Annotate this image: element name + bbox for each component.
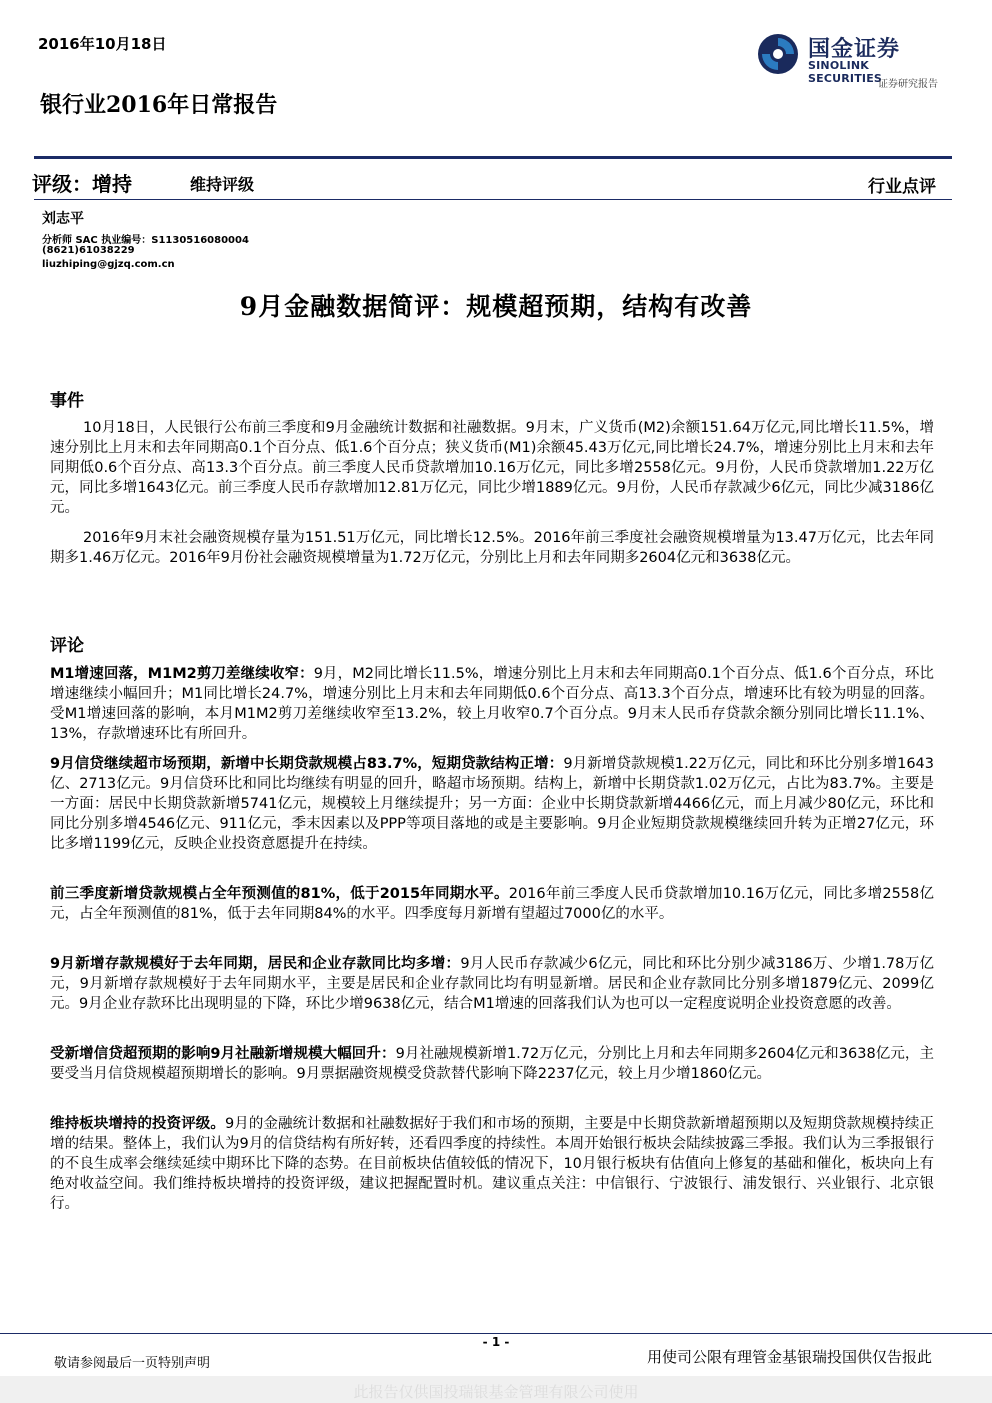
- logo-en-name: SINOLINK SECURITIES: [808, 59, 883, 85]
- page-number: - 1 -: [482, 1335, 510, 1349]
- comment-paragraph-4: [50, 954, 934, 1014]
- footer-usage-note: 用使司公限有理管金基银瑞投国供仅告报此: [646, 1348, 932, 1366]
- comment-lead: 维持板块增持的投资评级。: [50, 1116, 225, 1132]
- author-sac-id: 分析师 SAC 执业编号：S1130516080004: [42, 235, 249, 246]
- footer-watermark: 此报告仅供国投瑞银基金管理有限公司使用: [353, 1383, 639, 1401]
- rating-divider: [34, 199, 952, 200]
- comment-lead: 9月新增存款规模好于去年同期，居民和企业存款同比均多增：: [50, 956, 461, 972]
- logo-cn-name: 国金证券: [808, 37, 901, 62]
- comment-lead: 受新增信贷超预期的影响9月社融新增规模大幅回升：: [50, 1046, 396, 1062]
- comment-text: 9月新增贷款规模1.22万亿元，同比和环比分别多增1643亿、2713亿元。9月信贷环比和同比均继续有明显的回升，略超市场预期。结构上，新增中长期贷款1.02万亿元，占比为83.7%。主要是一方面：居民中长期贷款新增5741亿元，规模较上月继续提升；另一方面：企业中长期贷款新增4466亿元，而上月减少80亿元，环比和同比分别多增4546亿元、911亿元，季末因素以及PPP等项目落地的或是主要影响。9月企业短期贷款规模继续回升转为正增27亿元，环比多增1199亿元，反映企业投资意愿提升在持续。: [50, 756, 934, 852]
- headline: 9月金融数据简评：规模超预期，结构有改善: [239, 292, 753, 321]
- rating: 评级：增持: [32, 172, 132, 196]
- comment-text: 9月的金融统计数据和社融数据好于我们和市场的预期，主要是中长期贷款新增超预期以及短期贷款规模持续正增的结果。整体上，我们认为9月的信贷结构有所好转，还看四季度的持续性。本周开始银行板块会陆续披露三季报。我们认为三季报银行的不良生成率会继续延续中期环比下降的态势。在目前板块估值较低的情况下，10月银行板块有估值向上修复的基础和催化，板块向上有绝对收益空间。我们维持板块增持的投资评级，建议把握配置时机。建议重点关注：中信银行、宁波银行、浦发银行、兴业银行、北京银行。: [50, 1116, 934, 1212]
- comment-paragraph-5: [50, 1044, 934, 1084]
- report-series-title: 银行业2016年日常报告: [40, 92, 278, 118]
- comment-paragraph-1: [50, 664, 934, 744]
- event-paragraph-1: 10月18日，人民银行公布前三季度和9月金融统计数据和社融数据。9月末，广义货币(M2)余额151.64万亿元,同比增长11.5%，增速分别比上月末和去年同期高0.1个百分点、低1.6个百分点；狭义货币(M1)余额45.43万亿元,同比增长24.7%，增速分别比上月末和去年同期低0.6个百分点、高13.3个百分点。前三季度人民币贷款增加10.16万亿元，同比多增2558亿元。9月份，人民币贷款增加1.22万亿元，同比多增1643亿元。前三季度人民币存款增加12.81万亿元，同比少增1889亿元。9月份，人民币存款减少6亿元，同比少减3186亿元。: [50, 420, 934, 516]
- section-heading-comment: 评论: [50, 636, 84, 656]
- report-type: 行业点评: [868, 177, 936, 197]
- sinolink-logo-icon: [756, 32, 800, 76]
- comment-lead: 前三季度新增贷款规模占全年预测值的81%，低于2015年同期水平。: [50, 886, 509, 902]
- comment-text: 9月社融规模新增1.72万亿元，分别比上月和去年同期多2604亿元和3638亿元，主要受当月信贷规模超预期增长的影响。9月票据融资规模受贷款替代影响下降2237亿元，较上月少增1860亿元。: [50, 1046, 934, 1082]
- header-divider: [34, 156, 952, 159]
- footer-divider: [0, 1333, 992, 1334]
- author-email: liuzhiping@gjzq.com.cn: [42, 259, 175, 270]
- comment-paragraph-2: [50, 754, 934, 854]
- author-phone: (8621)61038229: [42, 245, 135, 256]
- footer-disclaimer: 敬请参阅最后一页特别声明: [54, 1356, 211, 1371]
- author-name: 刘志平: [42, 211, 84, 227]
- section-heading-event: 事件: [50, 391, 84, 411]
- logo-subtitle: 证券研究报告: [878, 79, 938, 90]
- comment-paragraph-6: [50, 1114, 934, 1214]
- event-paragraph-2: 2016年9月末社会融资规模存量为151.51万亿元，同比增长12.5%。2016年前三季度社会融资规模增量为13.47万亿元，比去年同期多1.46万亿元。2016年9月份社会融资规模增量为1.72万亿元，分别比上月和去年同期多2604亿元和3638亿元。: [50, 530, 934, 566]
- rating-action: 维持评级: [190, 175, 255, 194]
- company-logo: [756, 30, 946, 90]
- comment-lead: M1增速回落，M1M2剪刀差继续收窄：: [50, 666, 314, 682]
- comment-text: 9月人民币存款减少6亿元，同比和环比分别少减3186万、少增1.78万亿元，9月新增存款规模好于去年同期水平，主要是居民和企业存款同比均有明显新增。居民和企业存款同比分别多增1879亿元、2099亿元。9月企业存款环比出现明显的下降，环比少增9638亿元，结合M1增速的回落我们认为也可以一定程度说明企业投资意愿的改善。: [50, 956, 935, 1012]
- comment-text: 2016年前三季度人民币贷款增加10.16万亿元，同比多增2558亿元，占全年预测值的81%，低于去年同期84%的水平。四季度每月新增有望超过7000亿的水平。: [50, 886, 934, 922]
- comment-paragraph-3: [50, 884, 934, 924]
- comment-text: 9月，M2同比增长11.5%，增速分别比上月末和去年同期高0.1个百分点、低1.6个百分点，环比增速继续小幅回升；M1同比增长24.7%，增速分别比上月末和去年同期低0.6个百分点、高13.3个百分点，增速环比有较为明显的回落。受M1增速回落的影响，本月M1M2剪刀差继续收窄至13.2%，较上月收窄0.7个百分点。9月末人民币存贷款余额分别同比增长11.1%、13%，存款增速环比有所回升。: [50, 666, 934, 742]
- comment-lead: 9月信贷继续超市场预期，新增中长期贷款规模占83.7%，短期贷款结构正增：: [50, 756, 564, 772]
- report-date: 2016年10月18日: [38, 35, 167, 53]
